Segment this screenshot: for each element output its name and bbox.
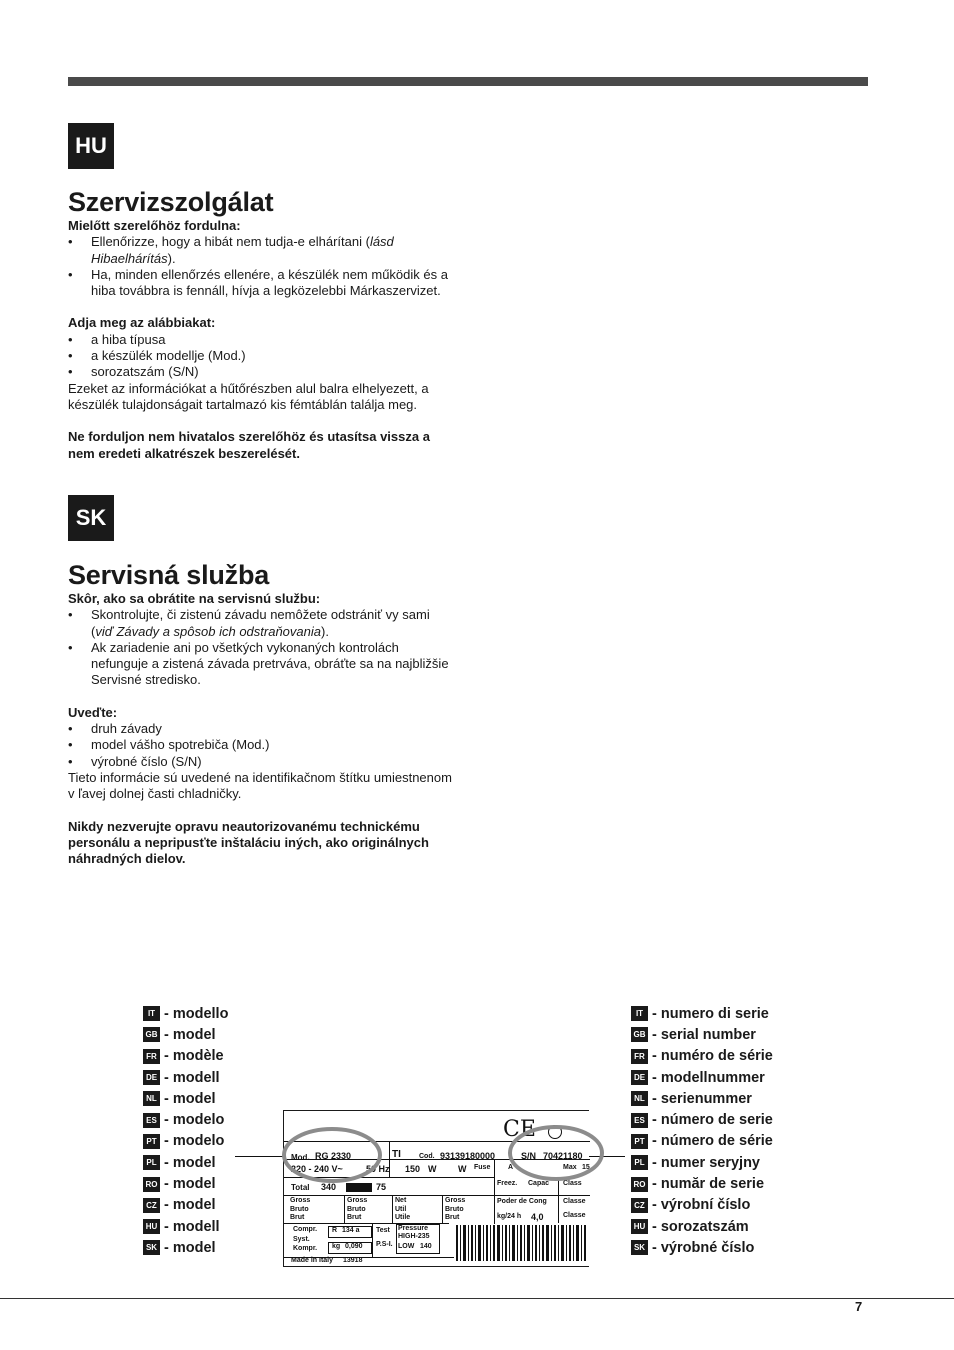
plate-fuse-a: A (508, 1164, 514, 1171)
legend-row: GB - serial number (631, 1024, 773, 1045)
plate-gross-1: Gross Bruto Brut (290, 1197, 311, 1221)
language-flag: SK (631, 1240, 648, 1255)
language-flag: FR (631, 1049, 648, 1064)
plate-total-val: 340 (321, 1182, 337, 1192)
language-flag: CZ (631, 1198, 648, 1213)
sk-section-title: Servisná služba (68, 560, 270, 590)
footer-rule (0, 1298, 954, 1299)
plate-fuse: Fuse (474, 1164, 491, 1171)
plate-ti: TI (392, 1149, 401, 1160)
serial-highlight-ellipse (510, 1127, 602, 1179)
hu-language-badge: HU (68, 123, 114, 169)
plate-made-val: 13918 (343, 1257, 363, 1264)
plate-star-val: 75 (376, 1182, 387, 1192)
sk-info-text: Tieto informácie sú uvedené na identifikačnom štítku umiestnenom v ľavej dolnej časti chladničky. (68, 769, 452, 802)
legend-row: FR - modèle (143, 1046, 228, 1067)
plate-frequency: 50 Hz (366, 1164, 390, 1174)
plate-net: Net Util Utile (395, 1197, 411, 1221)
legend-row: RO - model (143, 1173, 228, 1194)
sk-provide-heading: Uveďte: (68, 704, 118, 720)
plate-sn-label: S/N (521, 1151, 537, 1161)
legend-row: DE - modellnummer (631, 1067, 773, 1088)
legend-row: RO - număr de serie (631, 1173, 773, 1194)
sk-provide-item: • model vášho spotrebiča (Mod.) (68, 737, 453, 753)
model-pointer-line (235, 1156, 285, 1157)
legend-row: ES - modelo (143, 1109, 228, 1130)
hu-provide-item: • a készülék modellje (Mod.) (68, 348, 453, 364)
sk-bullet-2: • Ak zariadenie ani po všetkých vykonaných kontrolách nefunguje a zistená závada pretrváva, obráťte sa na najbližšie Servisné stredisko. (68, 640, 453, 689)
sk-provide-item: • výrobné číslo (S/N) (68, 754, 453, 770)
language-flag: FR (143, 1049, 160, 1064)
language-flag: GB (631, 1027, 648, 1042)
plate-w2: W (458, 1164, 467, 1174)
hu-provide-item: • a hiba típusa (68, 332, 453, 348)
plate-total: Total (291, 1183, 310, 1192)
sk-provide-item: • druh závady (68, 721, 453, 737)
plate-made: Made in Italy (291, 1257, 334, 1264)
plate-max-val: 15 (582, 1164, 590, 1171)
legend-row: PT - número de série (631, 1131, 773, 1152)
language-flag: IT (143, 1006, 160, 1021)
model-legend (143, 1003, 228, 1259)
language-flag: ES (143, 1113, 160, 1128)
plate-test: Test (376, 1227, 390, 1234)
plate-mod-label: Mod. (291, 1153, 310, 1162)
language-flag: RO (631, 1177, 648, 1192)
serial-legend (631, 1003, 773, 1259)
legend-row: HU - modell (143, 1216, 228, 1237)
top-rule (68, 77, 868, 86)
plate-compr: Compr. Syst. Kompr. (293, 1226, 318, 1252)
language-flag: RO (143, 1177, 160, 1192)
legend-row: IT - modello (143, 1003, 228, 1024)
plate-voltage: 220 - 240 V~ (291, 1164, 343, 1174)
hu-bullet-2: • Ha, minden ellenőrzés ellenére, a készülék nem működik és a hiba továbbra is fennáll, hívja a legközelebbi Márkaszervizet. (68, 267, 453, 300)
plate-gross-3: Gross Bruto Brut (445, 1197, 466, 1221)
legend-row: PL - numer seryjny (631, 1152, 773, 1173)
model-highlight-ellipse (284, 1129, 380, 1181)
highlight-overlay (284, 1111, 590, 1268)
plate-refr: R (332, 1227, 338, 1234)
legend-row: CZ - model (143, 1195, 228, 1216)
plate-kg: kg (332, 1243, 341, 1250)
legend-row: IT - numero di serie (631, 1003, 773, 1024)
language-flag: PT (143, 1134, 160, 1149)
plate-cod-value: 93139180000 (440, 1151, 496, 1161)
plate-classe-2: Classe (563, 1212, 586, 1219)
legend-row: FR - numéro de série (631, 1046, 773, 1067)
language-flag: NL (631, 1091, 648, 1106)
plate-low-val: 140 (420, 1243, 432, 1250)
sk-intro-heading: Skôr, ako sa obrátite na servisnú službu: (68, 591, 321, 606)
sk-warning: Nikdy nezverujte opravu neautorizovanému technickému personálu a nepripusťte inštaláciu iných, ako originálnych náhradných dielov. (68, 818, 429, 867)
language-flag: DE (143, 1070, 160, 1085)
hu-section-title: Szervizszolgálat (68, 187, 274, 217)
plate-capac: Capac (528, 1180, 550, 1187)
hu-provide-heading: Adja meg az alábbiakat: (68, 315, 216, 331)
plate-sn-value: 70421180 (543, 1151, 583, 1161)
plate-max: Max (563, 1164, 577, 1171)
ce-mark: CE (503, 1117, 536, 1142)
language-flag: DE (631, 1070, 648, 1085)
plate-refr-val: 134 a (342, 1227, 360, 1234)
language-flag: ES (631, 1113, 648, 1128)
legend-row: CZ - výrobní číslo (631, 1195, 773, 1216)
hu-intro-heading: Mielőtt szerelőhöz fordulna: (68, 218, 241, 233)
legend-row: GB - model (143, 1024, 228, 1045)
sk-section-body (68, 591, 453, 867)
legend-row: SK - model (143, 1237, 228, 1258)
plate-psi: P.S-I. (376, 1241, 393, 1248)
hu-section-body (68, 218, 453, 462)
plate-high: HIGH-235 (398, 1233, 430, 1240)
plate-gross-2: Gross Bruto Brut (347, 1197, 368, 1221)
plate-cod-label: Cod. (419, 1153, 435, 1160)
language-flag: PT (631, 1134, 648, 1149)
page-number: 7 (855, 1299, 863, 1314)
language-flag: HU (631, 1219, 648, 1234)
plate-kg-val: 0,090 (345, 1243, 363, 1250)
legend-row: DE - modell (143, 1067, 228, 1088)
sk-language-badge: SK (68, 495, 114, 541)
language-flag: GB (143, 1027, 160, 1042)
legend-row: NL - serienummer (631, 1088, 773, 1109)
language-flag: NL (143, 1091, 160, 1106)
plate-classe-1: Classe (563, 1198, 586, 1205)
language-flag: PL (631, 1155, 648, 1170)
language-flag: SK (143, 1240, 160, 1255)
legend-row: ES - número de serie (631, 1109, 773, 1130)
hu-bullet-1: • Ellenőrizze, hogy a hibát nem tudja-e elhárítani (lásd Hibaelhárítás). (68, 234, 453, 267)
legend-row: PL - model (143, 1152, 228, 1173)
plate-mod-value: RG 2330 (315, 1151, 352, 1161)
hu-warning: Ne forduljon nem hivatalos szerelőhöz és utasítsa vissza a nem eredeti alkatrészek beszerelését. (68, 429, 430, 461)
plate-pressure: Pressure (398, 1225, 428, 1232)
sk-bullet-1: • Skontrolujte, či zistenú závadu nemôžete odstrániť vy sami (viď Závady a spôsob ich odstraňovania). (68, 607, 453, 640)
language-flag: HU (143, 1219, 160, 1234)
language-flag: CZ (143, 1198, 160, 1213)
legend-row: NL - model (143, 1088, 228, 1109)
plate-class: Class (563, 1180, 582, 1187)
rating-plate (283, 1110, 589, 1267)
legend-row: PT - modelo (143, 1131, 228, 1152)
plate-freez: Freez. (497, 1180, 518, 1187)
language-flag: IT (631, 1006, 648, 1021)
hu-info-text: Ezeket az információkat a hűtőrészben alul balra elhelyezett, a készülék tulajdonságait tartalmazó kis fémtáblán találja meg. (68, 380, 429, 412)
hu-provide-item: • sorozatszám (S/N) (68, 364, 453, 380)
legend-row: SK - výrobné číslo (631, 1237, 773, 1258)
legend-row: HU - sorozatszám (631, 1216, 773, 1237)
plate-low: LOW (398, 1243, 415, 1250)
plate-kg24-val: 4,0 (531, 1212, 544, 1222)
plate-poder: Poder de Cong (497, 1198, 547, 1205)
plate-power: 150 (405, 1164, 421, 1174)
plate-kg24: kg/24 h (497, 1213, 522, 1220)
plate-power-unit: W (428, 1164, 437, 1174)
language-flag: PL (143, 1155, 160, 1170)
